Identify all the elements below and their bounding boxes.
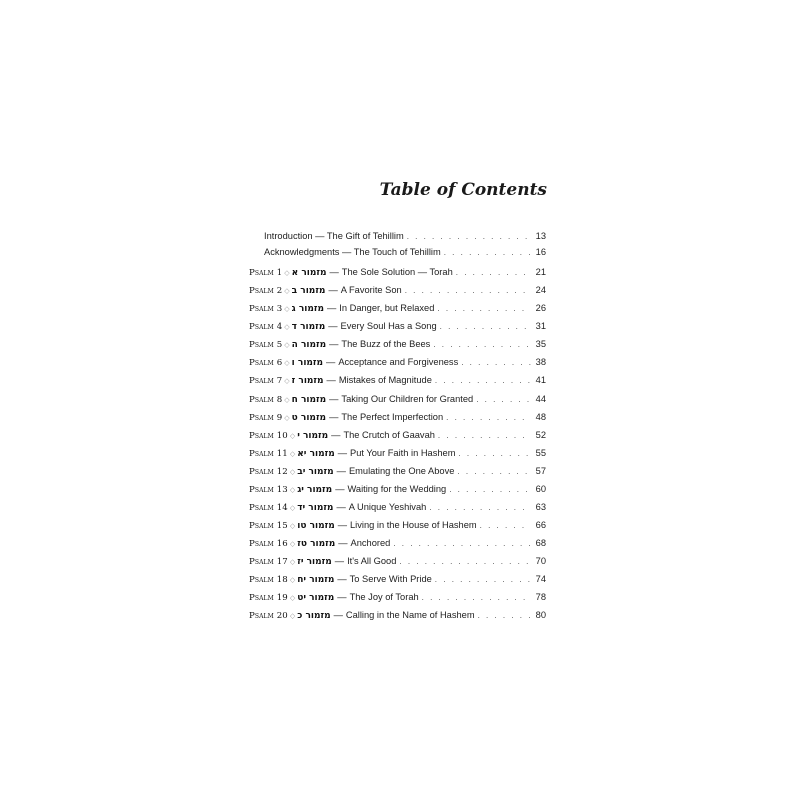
dot-leader bbox=[407, 229, 531, 245]
entry-title: The Joy of Torah bbox=[349, 592, 419, 603]
psalm-label bbox=[249, 300, 282, 318]
psalm-number: 6 bbox=[276, 358, 283, 369]
toc-entry-psalm[interactable] bbox=[249, 353, 546, 371]
diamond-icon: ◇ bbox=[289, 505, 296, 513]
diamond-icon: ◇ bbox=[289, 541, 296, 549]
entry-title: Anchored bbox=[350, 538, 391, 549]
psalm-label bbox=[249, 318, 282, 336]
page-number: 74 bbox=[535, 574, 546, 585]
em-dash: — bbox=[337, 520, 348, 531]
psalm-number: 14 bbox=[276, 503, 288, 514]
em-dash: — bbox=[329, 267, 339, 277]
entry-title: A Unique Yeshivah bbox=[348, 502, 427, 513]
entry-title: Waiting for the Wedding bbox=[347, 483, 447, 494]
em-dash: — bbox=[326, 375, 336, 386]
psalm-label bbox=[249, 336, 282, 354]
psalm-word: Psalm bbox=[249, 430, 274, 441]
dot-leader bbox=[393, 535, 531, 553]
psalm-word: Psalm bbox=[249, 521, 274, 532]
em-dash: — bbox=[326, 357, 336, 368]
entry-title: In Danger, but Relaxed bbox=[339, 303, 435, 314]
dot-leader bbox=[457, 463, 531, 481]
hebrew-psalm-name: מזמור ב bbox=[291, 286, 326, 297]
diamond-icon: ◇ bbox=[289, 523, 296, 531]
dot-leader bbox=[476, 391, 531, 409]
dot-leader bbox=[435, 372, 531, 390]
toc-entry-psalm[interactable] bbox=[249, 390, 546, 408]
psalm-label bbox=[249, 481, 288, 499]
entry-title: To Serve With Pride bbox=[349, 574, 432, 585]
psalm-word: Psalm bbox=[249, 466, 274, 477]
hebrew-psalm-name: מזמור יג bbox=[297, 484, 333, 495]
dot-leader bbox=[405, 282, 531, 300]
page-number: 24 bbox=[535, 285, 546, 296]
psalm-word: Psalm bbox=[249, 503, 274, 514]
diamond-icon: ◇ bbox=[289, 595, 296, 603]
em-dash: — bbox=[337, 574, 347, 585]
hebrew-psalm-name: מזמור כ bbox=[297, 611, 331, 622]
psalm-number: 12 bbox=[276, 466, 288, 477]
page-number: 57 bbox=[535, 465, 546, 476]
dot-leader bbox=[446, 409, 531, 427]
diamond-icon: ◇ bbox=[289, 468, 296, 476]
em-dash: — bbox=[335, 483, 345, 494]
psalm-number: 19 bbox=[276, 593, 288, 604]
entry-title: Put Your Faith in Hashem bbox=[350, 447, 456, 458]
entry-title: A Favorite Son bbox=[340, 285, 402, 296]
page-number: 78 bbox=[535, 592, 546, 603]
entry-title: The Crutch of Gaavah bbox=[343, 429, 435, 440]
psalm-number: 2 bbox=[276, 286, 283, 297]
psalm-label bbox=[249, 517, 288, 535]
psalm-label bbox=[249, 282, 282, 300]
page-number: 38 bbox=[535, 357, 546, 368]
psalm-label bbox=[249, 391, 282, 409]
psalm-word: Psalm bbox=[249, 484, 274, 495]
hebrew-psalm-name: מזמור ט bbox=[291, 412, 327, 423]
page-number: 80 bbox=[535, 610, 546, 621]
psalm-number: 1 bbox=[276, 268, 283, 278]
page-number: 26 bbox=[535, 303, 546, 314]
em-dash: — bbox=[329, 339, 339, 350]
em-dash: — bbox=[328, 321, 338, 332]
hebrew-psalm-name: מזמור יא bbox=[297, 448, 335, 459]
toc-entry-psalm[interactable] bbox=[249, 480, 546, 498]
psalm-label bbox=[249, 409, 282, 427]
diamond-icon: ◇ bbox=[284, 396, 290, 404]
hebrew-psalm-name: מזמור ז bbox=[291, 376, 324, 387]
entry-title: Emulating the One Above bbox=[348, 465, 455, 476]
psalm-word: Psalm bbox=[249, 593, 274, 604]
entry-title: The Sole Solution — Torah bbox=[341, 267, 453, 277]
psalm-label bbox=[249, 571, 288, 589]
hebrew-psalm-name: מזמור א bbox=[291, 268, 327, 278]
dot-leader bbox=[437, 300, 531, 318]
dot-leader bbox=[444, 245, 531, 261]
em-dash: — bbox=[329, 411, 339, 422]
hebrew-psalm-name: מזמור טו bbox=[297, 521, 335, 532]
diamond-icon: ◇ bbox=[284, 306, 290, 314]
hebrew-psalm-name: מזמור יח bbox=[297, 575, 335, 586]
toc-entry-psalm[interactable] bbox=[249, 335, 546, 353]
em-dash: — bbox=[331, 429, 341, 440]
em-dash: — bbox=[326, 303, 337, 314]
diamond-icon: ◇ bbox=[284, 414, 290, 422]
psalm-label bbox=[249, 445, 288, 463]
psalm-word: Psalm bbox=[249, 304, 274, 315]
psalm-word: Psalm bbox=[249, 268, 274, 278]
page-number: 55 bbox=[535, 447, 546, 458]
dot-leader bbox=[480, 517, 531, 535]
em-dash: — bbox=[334, 556, 345, 567]
em-dash: — bbox=[328, 285, 338, 296]
toc-entry-psalm[interactable] bbox=[249, 263, 546, 281]
hebrew-psalm-name: מזמור ו bbox=[291, 358, 324, 369]
hebrew-psalm-name: מזמור יב bbox=[297, 466, 334, 477]
hebrew-psalm-name: מזמור טז bbox=[297, 539, 336, 550]
psalm-word: Psalm bbox=[249, 448, 274, 459]
diamond-icon: ◇ bbox=[289, 613, 296, 621]
diamond-icon: ◇ bbox=[289, 432, 296, 440]
page-title: Table of Contents bbox=[379, 180, 547, 200]
psalm-entries bbox=[249, 263, 546, 625]
toc-entry-psalm[interactable] bbox=[249, 281, 546, 299]
hebrew-psalm-name: מזמור ג bbox=[291, 304, 324, 315]
diamond-icon: ◇ bbox=[284, 288, 290, 296]
psalm-label bbox=[249, 499, 288, 517]
toc-entry-psalm[interactable] bbox=[249, 408, 546, 426]
psalm-word: Psalm bbox=[249, 557, 274, 568]
psalm-number: 20 bbox=[276, 611, 288, 622]
psalm-number: 3 bbox=[276, 304, 283, 315]
em-dash: — bbox=[336, 465, 346, 476]
toc-entry[interactable] bbox=[249, 228, 546, 244]
dot-leader bbox=[440, 318, 531, 336]
toc-entry-psalm[interactable] bbox=[249, 552, 546, 570]
dot-leader bbox=[438, 427, 531, 445]
diamond-icon: ◇ bbox=[284, 378, 290, 386]
toc-entry-psalm[interactable] bbox=[249, 444, 546, 462]
toc-entry-psalm[interactable] bbox=[249, 462, 546, 480]
diamond-icon: ◇ bbox=[289, 559, 296, 567]
psalm-label bbox=[249, 372, 282, 390]
page-number: 48 bbox=[535, 411, 546, 422]
page-number: 41 bbox=[535, 375, 546, 386]
em-dash: — bbox=[336, 502, 346, 513]
page-number: 60 bbox=[535, 483, 546, 494]
hebrew-psalm-name: מזמור י bbox=[297, 430, 329, 441]
toc-entry-psalm[interactable] bbox=[249, 498, 546, 516]
psalm-word: Psalm bbox=[249, 611, 274, 622]
em-dash: — bbox=[337, 592, 347, 603]
entry-title: Calling in the Name of Hashem bbox=[345, 610, 475, 621]
psalm-number: 5 bbox=[276, 340, 283, 351]
intro-entries bbox=[249, 228, 546, 260]
hebrew-psalm-name: מזמור ה bbox=[291, 340, 327, 351]
toc-entry-psalm[interactable] bbox=[249, 426, 546, 444]
page-number: 31 bbox=[535, 321, 546, 332]
entry-title: Acceptance and Forgiveness bbox=[338, 357, 459, 368]
toc-entry-psalm[interactable] bbox=[249, 371, 546, 389]
toc-entry-psalm[interactable] bbox=[249, 606, 546, 624]
diamond-icon: ◇ bbox=[284, 342, 290, 350]
diamond-icon: ◇ bbox=[284, 360, 290, 368]
diamond-icon: ◇ bbox=[284, 324, 290, 332]
toc-entry-psalm[interactable] bbox=[249, 317, 546, 335]
diamond-icon: ◇ bbox=[289, 577, 296, 585]
psalm-word: Psalm bbox=[249, 412, 274, 423]
psalm-label bbox=[249, 553, 288, 571]
entry-title: Acknowledgments — The Touch of Tehillim bbox=[264, 247, 441, 257]
psalm-number: 10 bbox=[276, 430, 288, 441]
psalm-label bbox=[249, 589, 288, 607]
dot-leader bbox=[422, 589, 531, 607]
psalm-number: 8 bbox=[276, 394, 283, 405]
em-dash: — bbox=[329, 393, 339, 404]
dot-leader bbox=[461, 354, 531, 372]
entry-title: Taking Our Children for Granted bbox=[341, 393, 474, 404]
dot-leader bbox=[478, 607, 531, 625]
entry-title: Mistakes of Magnitude bbox=[338, 375, 432, 386]
psalm-label bbox=[249, 354, 282, 372]
table-of-contents bbox=[249, 228, 546, 625]
dot-leader bbox=[449, 481, 531, 499]
dot-leader bbox=[458, 445, 531, 463]
entry-title: It's All Good bbox=[347, 556, 397, 567]
entry-title: Introduction — The Gift of Tehillim bbox=[264, 231, 404, 241]
hebrew-psalm-name: מזמור יט bbox=[297, 593, 335, 604]
psalm-number: 4 bbox=[276, 322, 283, 333]
hebrew-psalm-name: מזמור ח bbox=[291, 394, 327, 405]
psalm-number: 7 bbox=[276, 376, 283, 387]
psalm-label bbox=[249, 535, 288, 553]
psalm-word: Psalm bbox=[249, 376, 274, 387]
page-number: 68 bbox=[535, 538, 546, 549]
entry-title: The Perfect Imperfection bbox=[341, 411, 444, 422]
diamond-icon: ◇ bbox=[284, 270, 290, 277]
dot-leader bbox=[435, 571, 531, 589]
em-dash: — bbox=[338, 538, 348, 549]
dot-leader bbox=[429, 499, 531, 517]
toc-entry-psalm[interactable] bbox=[249, 299, 546, 317]
toc-entry[interactable] bbox=[249, 244, 546, 260]
page-number: 21 bbox=[535, 267, 546, 277]
page-number: 13 bbox=[535, 231, 546, 241]
psalm-label bbox=[249, 427, 288, 445]
psalm-label bbox=[249, 607, 288, 625]
toc-entry-psalm[interactable] bbox=[249, 516, 546, 534]
dot-leader bbox=[399, 553, 531, 571]
hebrew-psalm-name: מזמור יד bbox=[297, 503, 334, 514]
dot-leader bbox=[456, 264, 531, 282]
psalm-label bbox=[249, 463, 288, 481]
psalm-number: 13 bbox=[276, 484, 288, 495]
dot-leader bbox=[433, 336, 531, 354]
psalm-word: Psalm bbox=[249, 394, 274, 405]
page-number: 70 bbox=[535, 556, 546, 567]
entry-title: Living in the House of Hashem bbox=[350, 520, 477, 531]
hebrew-psalm-name: מזמור ד bbox=[291, 322, 326, 333]
psalm-word: Psalm bbox=[249, 322, 274, 333]
psalm-label bbox=[249, 264, 282, 282]
psalm-number: 16 bbox=[276, 539, 288, 550]
toc-entry-psalm[interactable] bbox=[249, 570, 546, 588]
hebrew-psalm-name: מזמור יז bbox=[297, 557, 332, 568]
psalm-number: 18 bbox=[276, 575, 288, 586]
entry-title: The Buzz of the Bees bbox=[341, 339, 431, 350]
psalm-word: Psalm bbox=[249, 340, 274, 351]
em-dash: — bbox=[333, 610, 343, 621]
page-number: 16 bbox=[535, 247, 546, 257]
psalm-number: 11 bbox=[276, 448, 288, 459]
page-number: 66 bbox=[535, 520, 546, 531]
psalm-word: Psalm bbox=[249, 539, 274, 550]
toc-entry-psalm[interactable] bbox=[249, 534, 546, 552]
page-number: 44 bbox=[535, 393, 546, 404]
page-number: 35 bbox=[535, 339, 546, 350]
psalm-number: 15 bbox=[276, 521, 288, 532]
psalm-word: Psalm bbox=[249, 575, 274, 586]
page-number: 63 bbox=[535, 502, 546, 513]
diamond-icon: ◇ bbox=[289, 486, 296, 494]
toc-entry-psalm[interactable] bbox=[249, 588, 546, 606]
diamond-icon: ◇ bbox=[289, 450, 296, 458]
psalm-number: 9 bbox=[276, 412, 283, 423]
psalm-word: Psalm bbox=[249, 286, 274, 297]
psalm-word: Psalm bbox=[249, 358, 274, 369]
entry-title: Every Soul Has a Song bbox=[340, 321, 437, 332]
em-dash: — bbox=[337, 447, 348, 458]
psalm-number: 17 bbox=[276, 557, 288, 568]
page-number: 52 bbox=[535, 429, 546, 440]
